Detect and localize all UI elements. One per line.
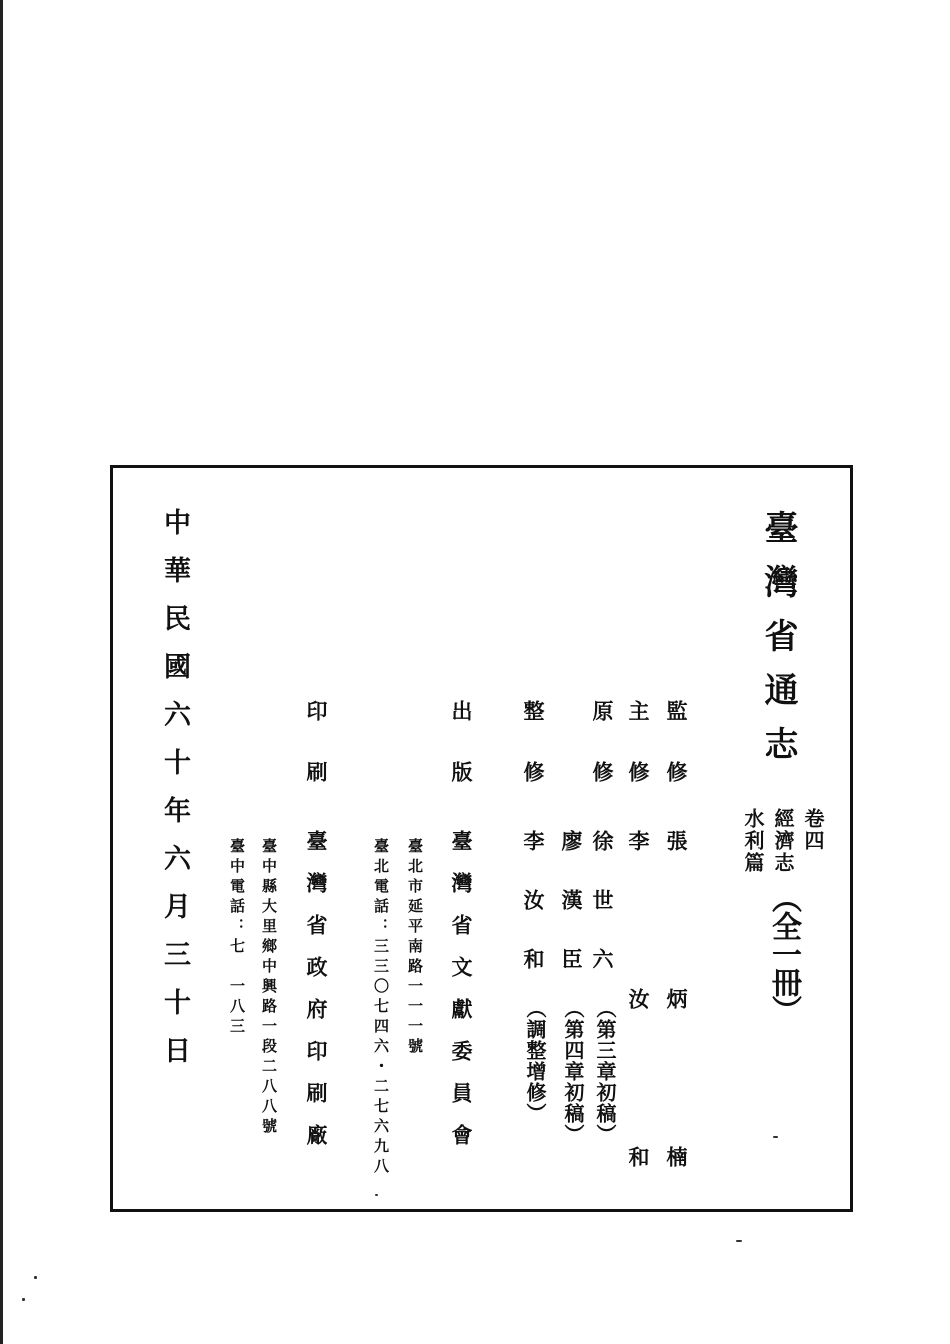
volume-section: 經濟志 [771, 808, 795, 874]
volume-number: 卷四 [801, 808, 825, 852]
revision-label: 整修 [521, 700, 546, 822]
chief-editor-label: 主修 [626, 700, 651, 822]
printer-label: 印刷 [304, 700, 329, 822]
volume-chapter: 水利篇 [741, 808, 765, 874]
revision-note: （調整增修） [523, 998, 547, 1124]
publication-date: 中華民國六十年六月三十日 [159, 508, 190, 1084]
book-title: 臺灣省通志 [758, 510, 798, 780]
publisher-label: 出版 [449, 700, 474, 822]
original-compiler-note-2: （第四章初稿） [561, 998, 585, 1145]
stray-mark [22, 1298, 25, 1301]
revision-name: 李汝和 [521, 830, 546, 1007]
left-page-edge [0, 0, 3, 1344]
volume-count: （全一冊） [766, 883, 801, 1023]
colophon-frame [110, 465, 853, 1304]
original-compiler-name-1: 徐世六 [590, 830, 615, 1007]
supervisor-label: 監修 [664, 700, 689, 822]
publisher-phone: 臺北電話：三三〇七四六・二七六九八 [372, 838, 390, 1178]
original-compiler-name-2: 廖漢臣 [559, 830, 584, 1007]
supervisor-name: 張炳楠 [664, 830, 689, 1304]
ink-mark [375, 1194, 378, 1196]
stray-mark [34, 1276, 37, 1279]
printer-address: 臺中縣大里鄉中興路一段二八八號 [260, 838, 278, 1138]
original-compiler-label: 原修 [590, 700, 615, 822]
original-compiler-note-1: （第三章初稿） [593, 998, 617, 1145]
stray-mark [736, 1240, 742, 1242]
chief-editor-name: 李汝和 [626, 830, 651, 1304]
printer-name: 臺灣省政府印刷廠 [304, 830, 329, 1166]
printer-phone: 臺中電話：七 一八三 [228, 838, 246, 1038]
publisher-address: 臺北市延平南路一一一號 [406, 838, 424, 1058]
publisher-name: 臺灣省文獻委員會 [449, 830, 474, 1166]
ink-mark [773, 1136, 778, 1138]
